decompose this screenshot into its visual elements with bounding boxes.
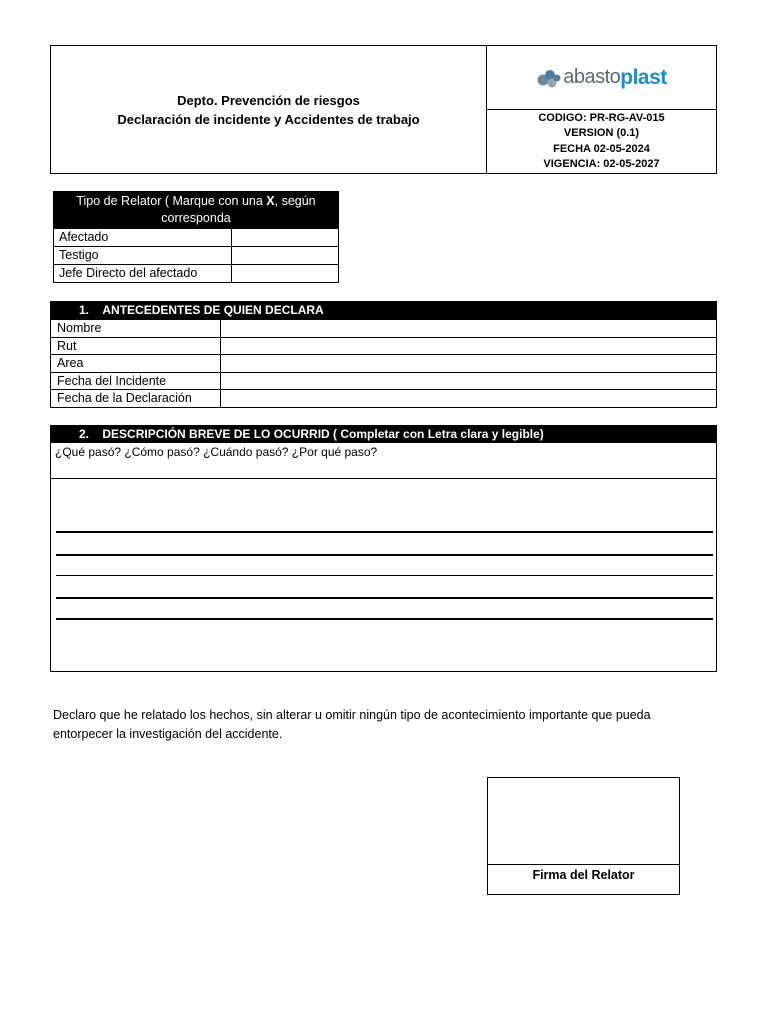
logo-text-bold: plast	[620, 65, 667, 89]
department-title: Depto. Prevención de riesgos	[177, 92, 360, 108]
tipo-relator-row	[54, 264, 338, 282]
table-row	[51, 319, 716, 337]
section2-questions: ¿Qué pasó? ¿Cómo pasó? ¿Cuándo pasó? ¿Por qué paso?	[51, 443, 716, 479]
tipo-relator-checkbox-testigo[interactable]	[232, 247, 338, 264]
descripcion-section	[50, 425, 717, 672]
document-header	[50, 45, 717, 174]
writing-line	[56, 575, 713, 576]
descripcion-writing-area[interactable]	[51, 480, 716, 671]
writing-line	[56, 618, 713, 620]
header-meta-block	[487, 46, 716, 173]
signature-area[interactable]	[488, 778, 679, 864]
table-row	[51, 337, 716, 355]
table-row	[51, 389, 716, 407]
codigo: CODIGO: PR-RG-AV-015	[538, 111, 665, 124]
declaracion-text: Declaro que he relatado los hechos, sin alterar u omitir ningún tipo de acontecimiento importante que pueda entorpecer la investigación del accidente.	[53, 708, 651, 741]
firma-box	[487, 777, 680, 895]
version: VERSION (0.1)	[563, 127, 640, 139]
tipo-relator-checkbox-afectado[interactable]	[232, 229, 338, 246]
tipo-relator-row	[54, 246, 338, 264]
tipo-relator-header-text-end: , según corresponda	[161, 194, 316, 225]
tipo-relator-header	[54, 192, 338, 228]
field-label: Rut	[51, 338, 221, 355]
section1-title: ANTECEDENTES DE QUIEN DECLARA	[102, 303, 324, 317]
tipo-relator-label: Afectado	[54, 229, 232, 246]
field-label: Fecha del Incidente	[51, 373, 221, 390]
section2-header	[51, 426, 716, 443]
field-label: Area	[51, 355, 221, 372]
rut-field[interactable]	[221, 338, 716, 355]
section2-title: DESCRIPCIÓN BREVE DE LO OCURRID ( Completar con Letra clara y legible)	[102, 427, 544, 441]
tipo-relator-row	[54, 228, 338, 246]
tipo-relator-header-text: Tipo de Relator ( Marque con una	[76, 194, 267, 208]
table-row	[51, 372, 716, 390]
tipo-relator-header-x: X	[266, 194, 275, 208]
field-label: Nombre	[51, 320, 221, 337]
area-field[interactable]	[221, 355, 716, 372]
writing-line	[56, 597, 713, 599]
nombre-field[interactable]	[221, 320, 716, 337]
section1-number: 1.	[79, 303, 90, 317]
section1-header	[51, 302, 716, 319]
field-label: Fecha de la Declaración	[51, 390, 221, 407]
tipo-relator-table	[53, 191, 339, 283]
fecha: FECHA 02-05-2024	[553, 142, 650, 155]
tipo-relator-label: Jefe Directo del afectado	[54, 265, 232, 282]
fecha-declaracion-field[interactable]	[221, 390, 716, 407]
document-control-info	[487, 110, 716, 173]
tipo-relator-label: Testigo	[54, 247, 232, 264]
form-title: Declaración de incidente y Accidentes de trabajo	[117, 111, 420, 127]
antecedentes-section	[50, 301, 717, 408]
company-logo	[487, 46, 716, 110]
table-row	[51, 354, 716, 372]
writing-line	[56, 531, 713, 533]
logo-text-light: abasto	[563, 66, 621, 88]
section2-number: 2.	[79, 427, 90, 441]
fecha-incidente-field[interactable]	[221, 373, 716, 390]
header-title-block	[51, 46, 487, 173]
firma-label: Firma del Relator	[488, 864, 679, 894]
writing-line	[56, 554, 713, 556]
vigencia: VIGENCIA: 02-05-2027	[543, 158, 660, 170]
tipo-relator-checkbox-jefe[interactable]	[232, 265, 338, 282]
drops-logo-icon	[536, 67, 562, 89]
